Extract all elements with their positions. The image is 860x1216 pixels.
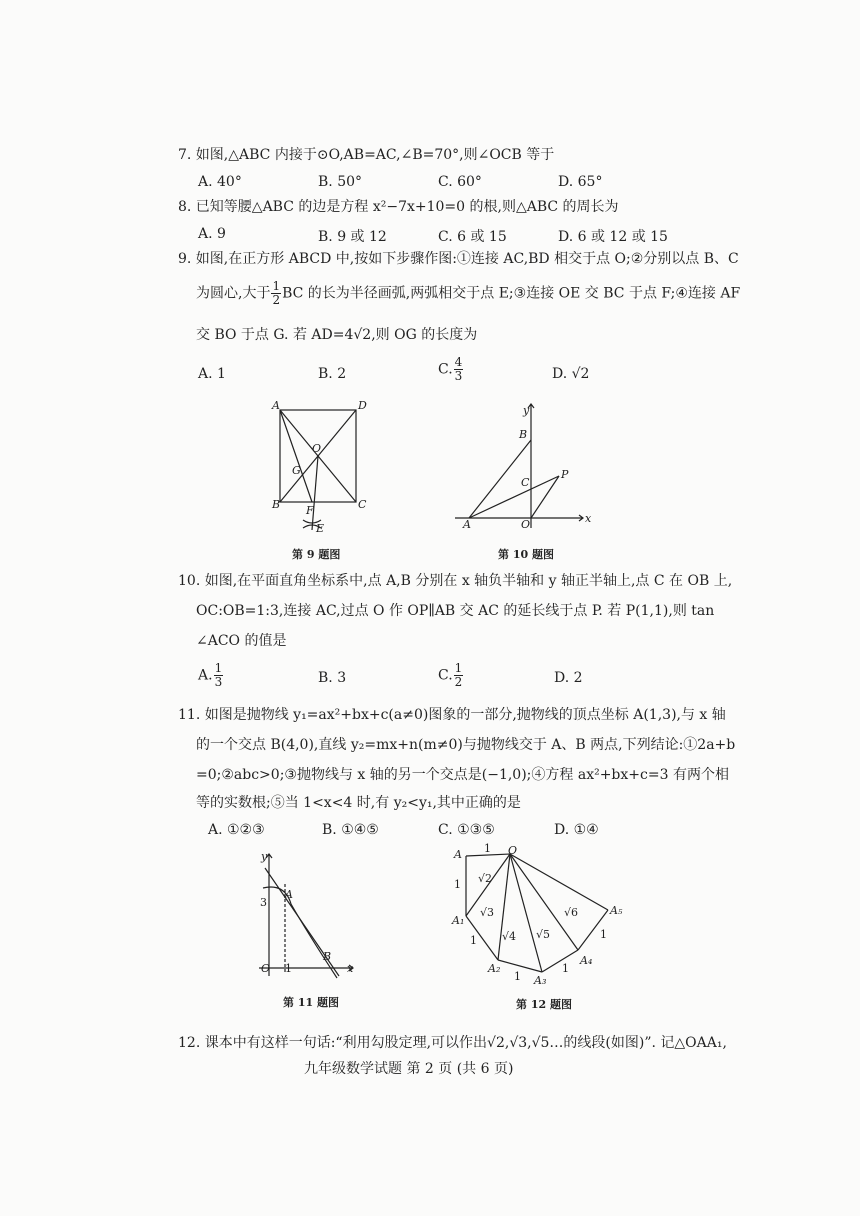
q10-line-2: OC:OB=1:3,连接 AC,过点 O 作 OP∥AB 交 AC 的延长线于点 P. 若 P(1,1),则 tan [196,603,715,619]
fig10-label-p: P [561,468,569,481]
fig12-label-a2: A₂ [488,962,501,975]
fig12-label-one-a1a2: 1 [470,934,477,947]
fig9-label-c: C [358,498,367,511]
fig11-label-y: y [261,850,268,863]
fig9-label-g: G [292,464,301,477]
fig9-label-f: F [306,504,314,517]
q10-line-1: 10. 如图,在平面直角坐标系中,点 A,B 分别在 x 轴负半轴和 y 轴正半轴上,点 C 在 OB 上, [178,573,733,589]
fig10-caption: 第 10 题图 [498,548,554,561]
fig12-label-a5: A₅ [610,904,623,917]
q8-option-b: B. 9 或 12 [318,229,387,245]
q9-option-d: D. √2 [552,366,590,382]
fig12-caption: 第 12 题图 [516,998,572,1011]
q7-stem: 7. 如图,△ABC 内接于⊙O,AB=AC,∠B=70°,则∠OCB 等于 [178,147,555,163]
fig9-label-d: D [358,399,367,412]
q9-option-a: A. 1 [198,366,226,382]
q8-stem: 8. 已知等腰△ABC 的边是方程 x²−7x+10=0 的根,则△ABC 的周长为 [178,199,619,215]
q8-option-d: D. 6 或 12 或 15 [558,229,668,245]
q7-option-a: A. 40° [198,174,242,190]
q7-option-d: D. 65° [558,174,603,190]
q10-option-a [198,662,224,689]
q11-option-d: D. ①④ [554,822,599,838]
q11-line-4: 等的实数根;⑤当 1<x<4 时,有 y₂<y₁,其中正确的是 [196,795,521,811]
q10-line-3: ∠ACO 的值是 [196,633,287,649]
fig11-parabola [263,887,337,978]
fig12-label-one-a3a4: 1 [562,962,569,975]
fig9-segment-af [280,410,312,502]
q11-option-a: A. ①②③ [208,822,265,838]
q10-option-c-label: C. [438,667,453,684]
fig12-label-root4: √4 [502,930,517,943]
fig12-label-o: O [508,844,518,857]
figure-12 [450,842,630,987]
fig12-label-one-left: 1 [454,878,461,891]
fig12-label-one-a2a3: 1 [514,970,521,983]
q9-option-b: B. 2 [318,366,347,382]
fig10-label-o: O [521,518,531,531]
q9-fraction-num: 1 [272,279,281,293]
q11-option-c: C. ①③⑤ [438,822,495,838]
fig12-segment-oa2 [498,854,510,960]
fig12-segment-oa3 [510,854,542,972]
q9-option-c [438,356,464,383]
q11-option-b: B. ①④⑤ [322,822,379,838]
figure-11 [255,848,365,978]
fig12-label-a4: A₄ [580,954,593,967]
fig10-label-x: x [585,512,592,525]
q10-option-a-num: 1 [214,661,223,675]
fig12-segment-oa5 [510,854,608,910]
fig11-label-o: O [261,962,271,975]
q10-option-b: B. 3 [318,670,347,686]
fig10-label-b: B [519,428,528,441]
q11-line-3: =0;②abc>0;③抛物线与 x 轴的另一个交点是(−1,0);④方程 ax²+bx+c=3 有两个相 [196,767,729,783]
q9-line-3: 交 BO 于点 G. 若 AD=4√2,则 OG 的长度为 [196,327,478,343]
fig9-label-b: B [272,498,281,511]
figure-10 [455,400,595,530]
q7-option-b: B. 50° [318,174,363,190]
q9-option-c-label: C. [438,361,453,378]
q10-option-a-label: A. [198,667,213,684]
fig9-label-o: O [312,442,322,455]
q9-option-c-fraction [454,356,464,383]
q7-option-c: C. 60° [438,174,482,190]
q9-fraction [271,280,281,307]
q10-option-c-fraction [454,662,464,689]
fig12-label-root5: √5 [536,928,551,941]
fig12-label-a3: A₃ [534,974,547,987]
fig10-label-y: y [523,404,530,417]
fig9-segment-oe [312,456,318,530]
q10-option-a-den: 3 [214,675,223,689]
q9-line-2 [196,280,740,307]
q11-line-2: 的一个交点 B(4,0),直线 y₂=mx+n(m≠0)与抛物线交于 A、B 两点,下列结论:①2a+b [196,737,736,753]
q10-option-c-num: 1 [454,661,463,675]
fig11-label-b: B [323,950,332,963]
q9-fraction-den: 2 [272,293,281,307]
fig9-label-a: A [272,399,280,412]
fig12-segment-a3a4 [542,950,578,972]
figure-9 [270,400,370,540]
q11-line-1: 11. 如图是抛物线 y₁=ax²+bx+c(a≠0)图象的一部分,抛物线的顶点坐标 A(1,3),与 x 轴 [178,707,726,723]
fig10-label-a: A [463,518,471,531]
fig12-label-root6: √6 [564,906,579,919]
q8-option-c: C. 6 或 15 [438,229,507,245]
fig11-label-a: A [285,888,293,901]
fig11-label-three: 3 [260,896,267,909]
fig9-caption: 第 9 题图 [292,548,341,561]
fig12-label-root2: √2 [478,872,493,885]
fig9-label-e: E [316,522,325,535]
q10-option-d: D. 2 [554,670,583,686]
fig10-label-c: C [521,476,530,489]
q9-option-c-den: 3 [454,369,463,383]
fig12-label-one-top: 1 [484,842,491,855]
q10-option-a-fraction [214,662,224,689]
q9-option-c-num: 4 [454,355,463,369]
fig12-label-one-a4a5: 1 [600,928,607,941]
fig12-label-a1: A₁ [452,914,465,927]
fig11-caption: 第 11 题图 [283,996,339,1009]
q8-option-a: A. 9 [198,226,226,242]
q9-line-2-pre: 为圆心,大于 [196,285,271,302]
q10-option-c [438,662,464,689]
fig11-label-x: x [347,962,354,975]
fig12-label-root3: √3 [480,906,495,919]
page-footer: 九年级数学试题 第 2 页 (共 6 页) [304,1061,514,1077]
fig11-label-one: 1 [285,962,292,975]
q10-option-c-den: 2 [454,675,463,689]
fig12-label-a: A [454,848,462,861]
q9-line-2-post: BC 的长为半径画弧,两弧相交于点 E;③连接 OE 交 BC 于点 F;④连接 AF [282,285,741,302]
q9-line-1: 9. 如图,在正方形 ABCD 中,按如下步骤作图:①连接 AC,BD 相交于点 O;②分别以点 B、C [178,251,739,267]
q12-line-1: 12. 课本中有这样一句话:“利用勾股定理,可以作出√2,√3,√5…的线段(如图)”. 记△OAA₁, [178,1035,727,1051]
